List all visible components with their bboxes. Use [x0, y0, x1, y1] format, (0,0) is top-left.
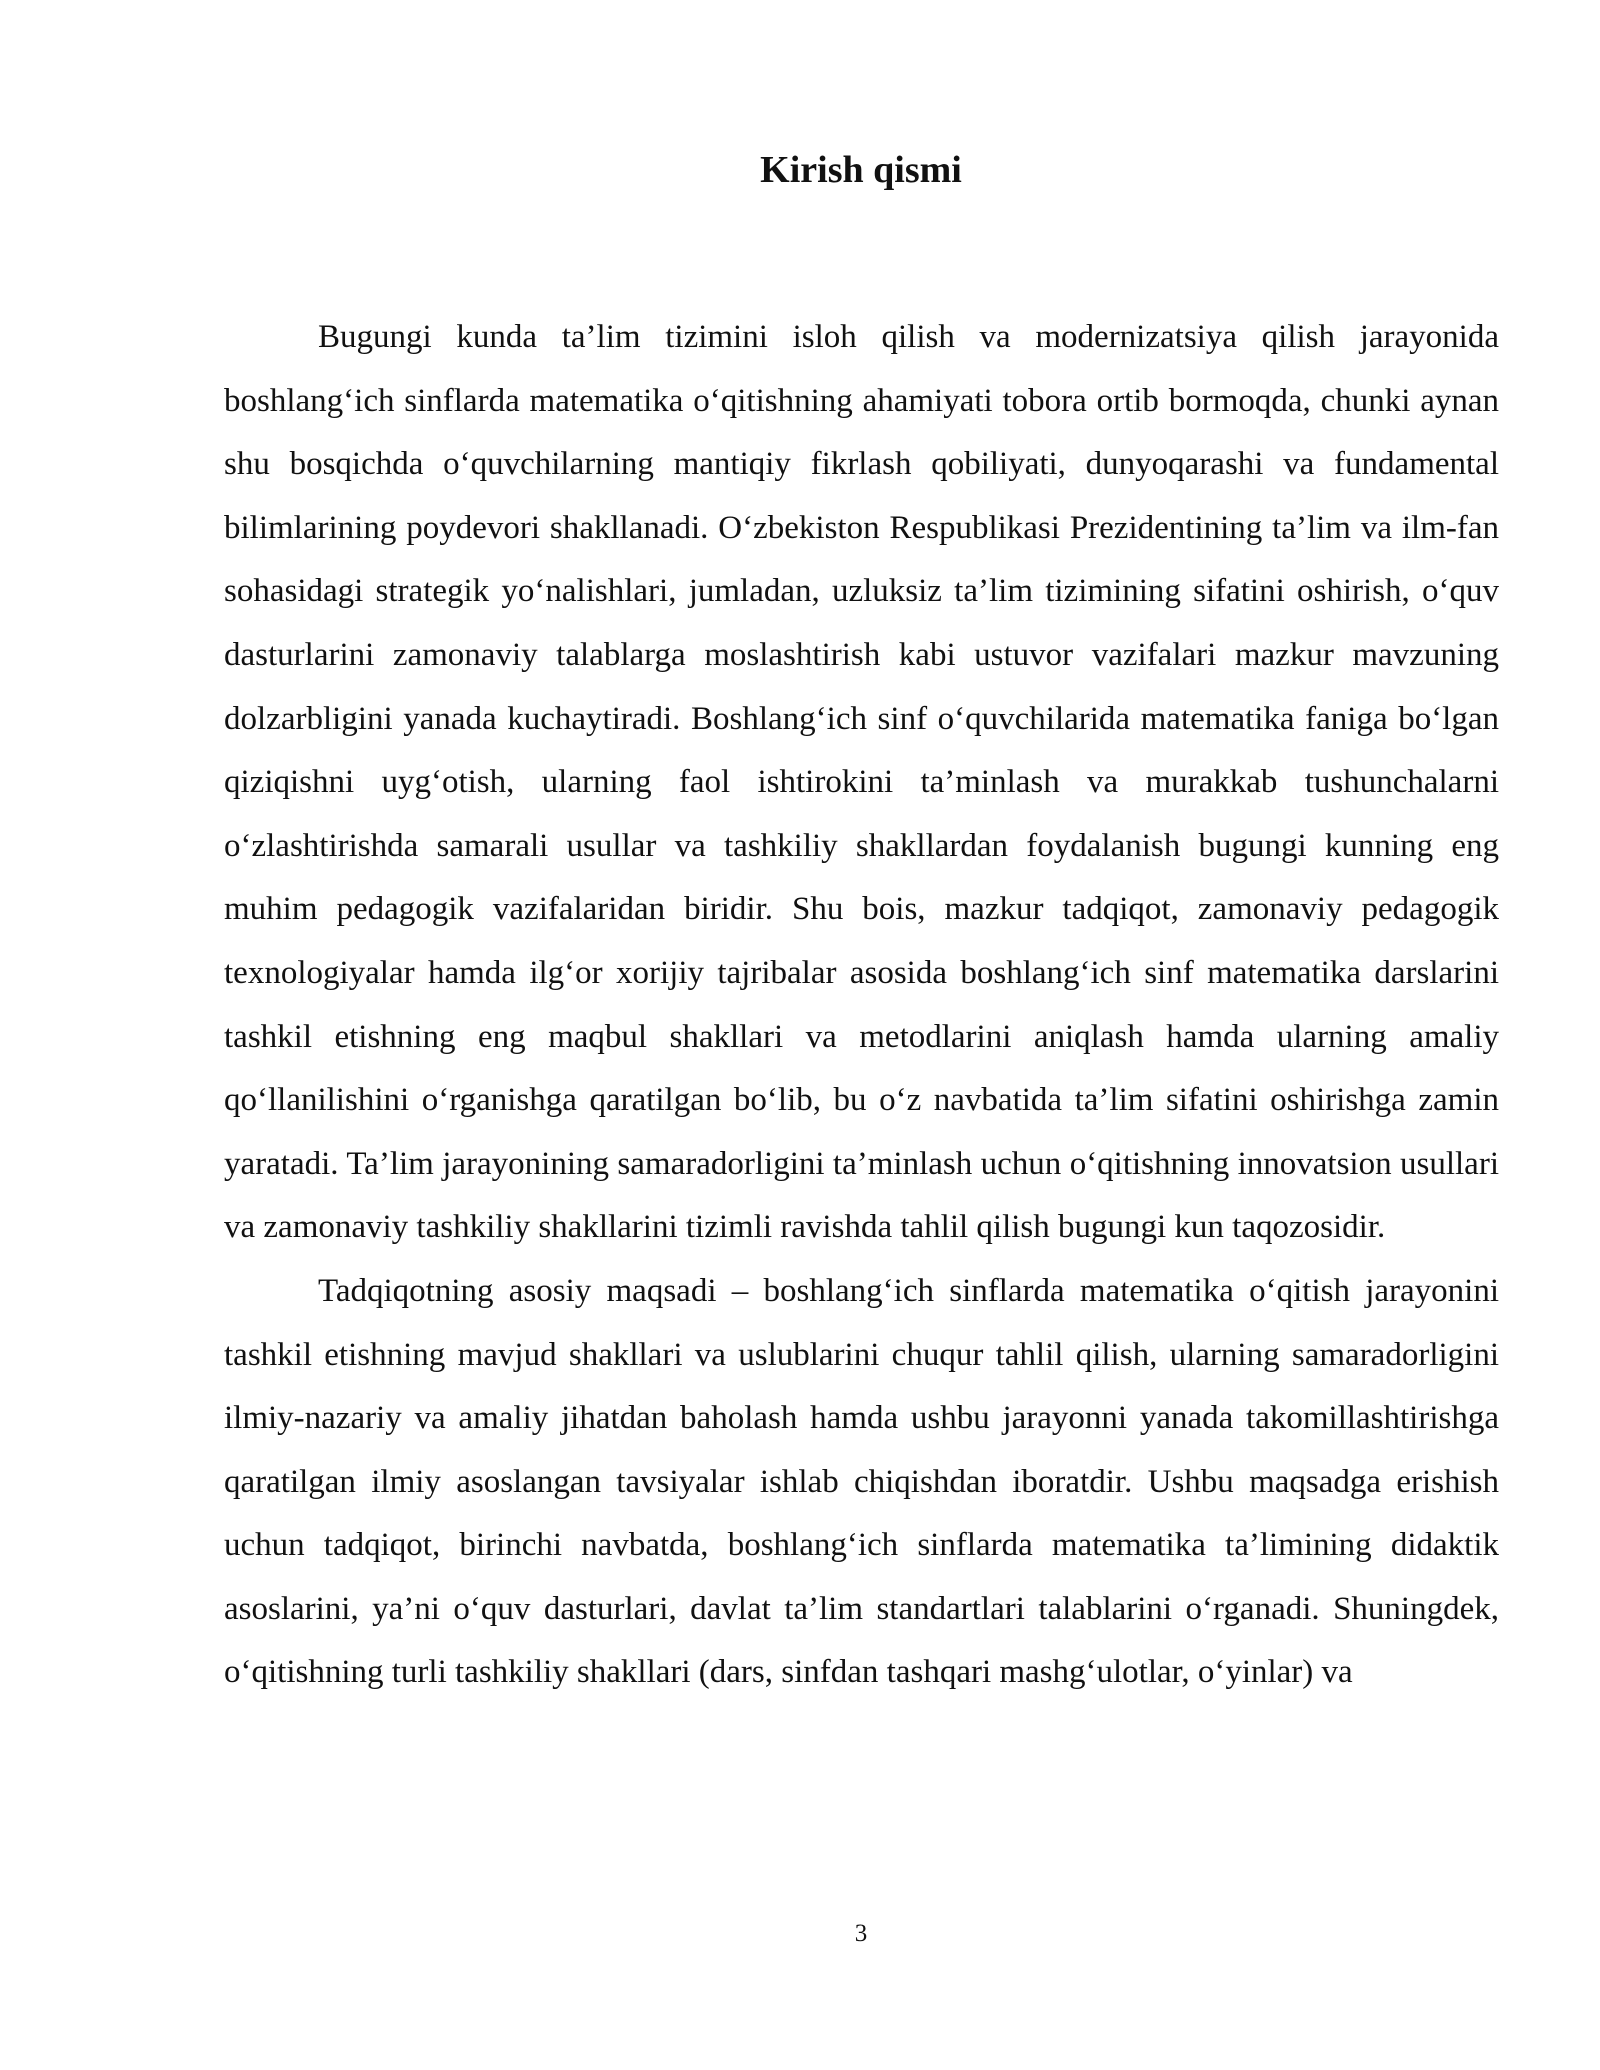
page-title: Kirish qismi: [760, 149, 962, 191]
body-text: [224, 306, 1499, 1705]
paragraph-2: Tadqiqotning asosiy maqsadi – boshlang‘ich sinflarda matematika o‘qitish jarayonini tashkil etishning mavjud shakllari va uslublarini chuqur tahlil qilish, ularning samaradorligini ilmiy-nazariy va amaliy jihatdan baholash hamda ushbu jarayonni yanada takomillashtirishga qaratilgan ilmiy asoslangan tavsiyalar ishlab chiqishdan iboratdir. Ushbu maqsadga erishish uchun tadqiqot, birinchi navbatda, boshlang‘ich sinflarda matematika ta’limining didaktik asoslarini, ya’ni o‘quv dasturlari, davlat ta’lim standartlari talablarini o‘rganadi. Shuningdek, o‘qitishning turli tashkiliy shakllari (dars, sinfdan tashqari mashg‘ulotlar, o‘yinlar) va: [224, 1272, 1499, 1691]
page-number: 3: [854, 1920, 868, 1947]
paragraph-1: Bugungi kunda ta’lim tizimini isloh qilish va modernizatsiya qilish jarayonida boshlang‘ich sinflarda matematika o‘qitishning ahamiyati tobora ortib bormoqda, chunki aynan shu bosqichda o‘quvchilarning mantiqiy fikrlash qobiliyati, dunyoqarashi va fundamental bilimlarining poydevori shakllanadi. O‘zbekiston Respublikasi Prezidentining ta’lim va ilm-fan sohasidagi strategik yo‘nalishlari, jumladan, uzluksiz ta’lim tizimining sifatini oshirish, o‘quv dasturlarini zamonaviy talablarga moslashtirish kabi ustuvor vazifalari mazkur mavzuning dolzarbligini yanada kuchaytiradi. Boshlang‘ich sinf o‘quvchilarida matematika faniga bo‘lgan qiziqishni uyg‘otish, ularning faol ishtirokini ta’minlash va murakkab tushunchalarni o‘zlashtirishda samarali usullar va tashkiliy shakllardan foydalanish bugungi kunning eng muhim pedagogik vazifalaridan biridir. Shu bois, mazkur tadqiqot, zamonaviy pedagogik texnologiyalar hamda ilg‘or xorijiy tajribalar asosida boshlang‘ich sinf matematika darslarini tashkil etishning eng maqbul shakllari va metodlarini aniqlash hamda ularning amaliy qo‘llanilishini o‘rganishga qaratilgan bo‘lib, bu o‘z navbatida ta’lim sifatini oshirishga zamin yaratadi. Ta’lim jarayonining samaradorligini ta’minlash uchun o‘qitishning innovatsion usullari va zamonaviy tashkiliy shakllarini tizimli ravishda tahlil qilish bugungi kun taqozosidir.: [224, 319, 1499, 1246]
